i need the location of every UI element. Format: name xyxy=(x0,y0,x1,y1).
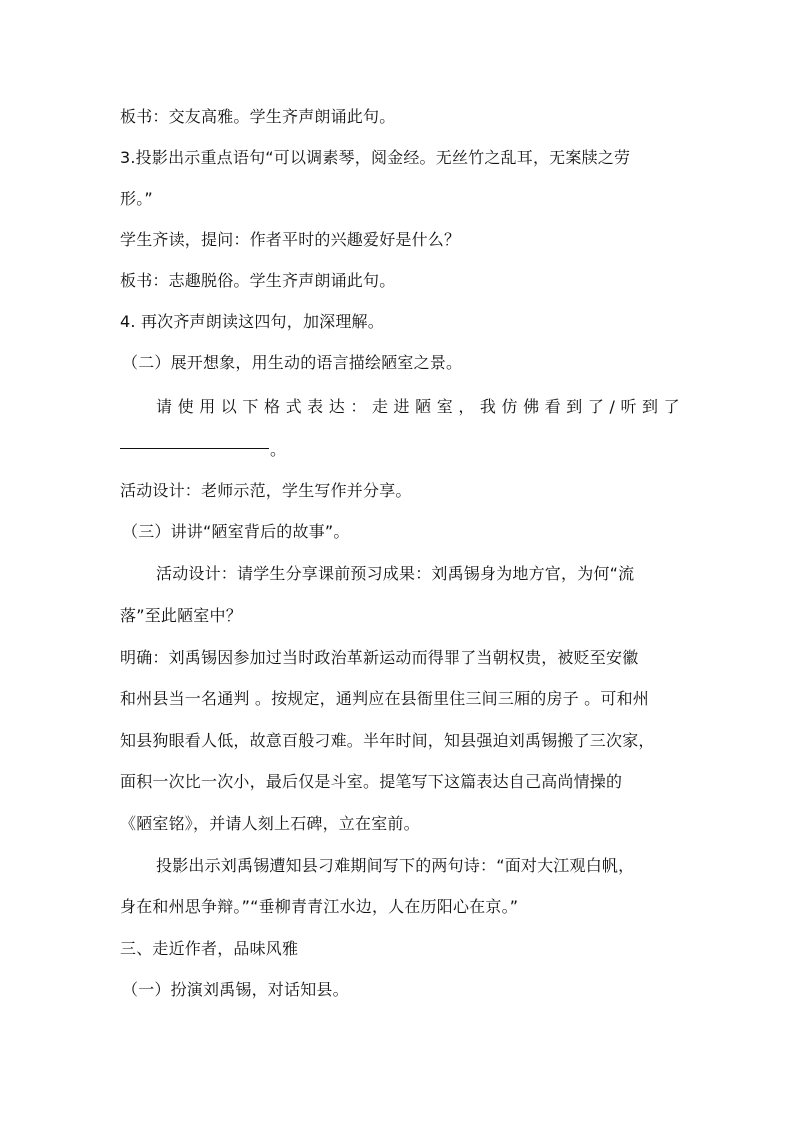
char: 式 xyxy=(285,397,302,416)
char: 仿 xyxy=(501,397,518,416)
paragraph: 学生齐读，提问：作者平时的兴趣爱好是什么？ xyxy=(120,230,461,249)
paragraph: 板书：志趣脱俗。学生齐声朗诵此句。 xyxy=(120,271,396,290)
char: 走 xyxy=(371,397,389,416)
char: 用 xyxy=(199,397,216,416)
paragraph: 活动设计：请学生分享课前预习成果：刘禹锡身为地方官，为何“流 xyxy=(156,564,635,583)
char: 进 xyxy=(393,397,410,416)
char: 到 xyxy=(566,397,583,416)
char: 佛 xyxy=(523,397,540,416)
char: 了 xyxy=(587,397,605,416)
blank-underline xyxy=(120,448,269,449)
paragraph: 《陋室铭》，并请人刻上石碑，立在室前。 xyxy=(120,814,420,833)
char: 以 xyxy=(220,397,237,416)
section-heading: 三、走近作者，品味风雅 xyxy=(120,939,299,958)
paragraph: 活动设计：老师示范，学生写作并分享。 xyxy=(120,481,412,500)
char: 我 xyxy=(479,397,497,416)
blank-period: 。 xyxy=(270,440,287,459)
paragraph: 投影出示刘禹锡遭知县刁难期间写下的两句诗：“面对大江观白帆， xyxy=(156,856,635,875)
section-heading: （二）展开想象，用生动的语言描绘陋室之景。 xyxy=(122,353,463,372)
char: 请 xyxy=(156,397,173,416)
char: 表 xyxy=(307,397,324,416)
char: 看 xyxy=(544,397,561,416)
paragraph: 板书：交友高雅。学生齐声朗诵此句。 xyxy=(120,107,396,126)
paragraph: 知县狗眼看人低，故意百般刁难。半年时间，知县强迫刘禹锡搬了三次家， xyxy=(120,731,655,750)
paragraph: 面积一次比一次小，最后仅是斗室。提笔写下这篇表达自己高尚情操的 xyxy=(120,772,623,791)
paragraph: 形。” xyxy=(120,189,153,208)
char: 室 xyxy=(436,397,453,416)
char: 下 xyxy=(242,397,259,416)
paragraph: 身在和州思争辩。”“垂柳青青江水边，人在历阳心在京。” xyxy=(120,897,519,916)
char: / xyxy=(609,397,616,416)
char: 了 xyxy=(663,397,680,416)
section-heading: （三）讲讲“陋室背后的故事”。 xyxy=(122,522,350,541)
paragraph: 和州县当一名通判 。按规定，通判应在县衙里住三间三厢的房子 。可和州 xyxy=(120,689,649,708)
char: 听 xyxy=(620,397,637,416)
paragraph: 落”至此陋室中？ xyxy=(120,606,242,625)
paragraph xyxy=(156,396,680,418)
char: 陋 xyxy=(415,397,432,416)
char: ， xyxy=(458,397,475,416)
char: 使 xyxy=(177,397,194,416)
paragraph: 明确：刘禹锡因参加过当时政治革新运动而得罪了当朝权贵，被贬至安徽 xyxy=(120,648,639,667)
char: 达 xyxy=(328,397,345,416)
char: 格 xyxy=(263,397,281,416)
paragraph: 4. 再次齐声朗读这四句，加深理解。 xyxy=(120,312,384,331)
paragraph: 3.投影出示重点语句“可以调素琴，阅金经。无丝竹之乱耳，无案牍之劳 xyxy=(120,148,631,167)
char: ： xyxy=(350,397,367,416)
char: 到 xyxy=(642,397,659,416)
section-heading: （一）扮演刘禹锡，对话知县。 xyxy=(122,980,349,999)
fill-in-blank-line xyxy=(120,439,286,461)
